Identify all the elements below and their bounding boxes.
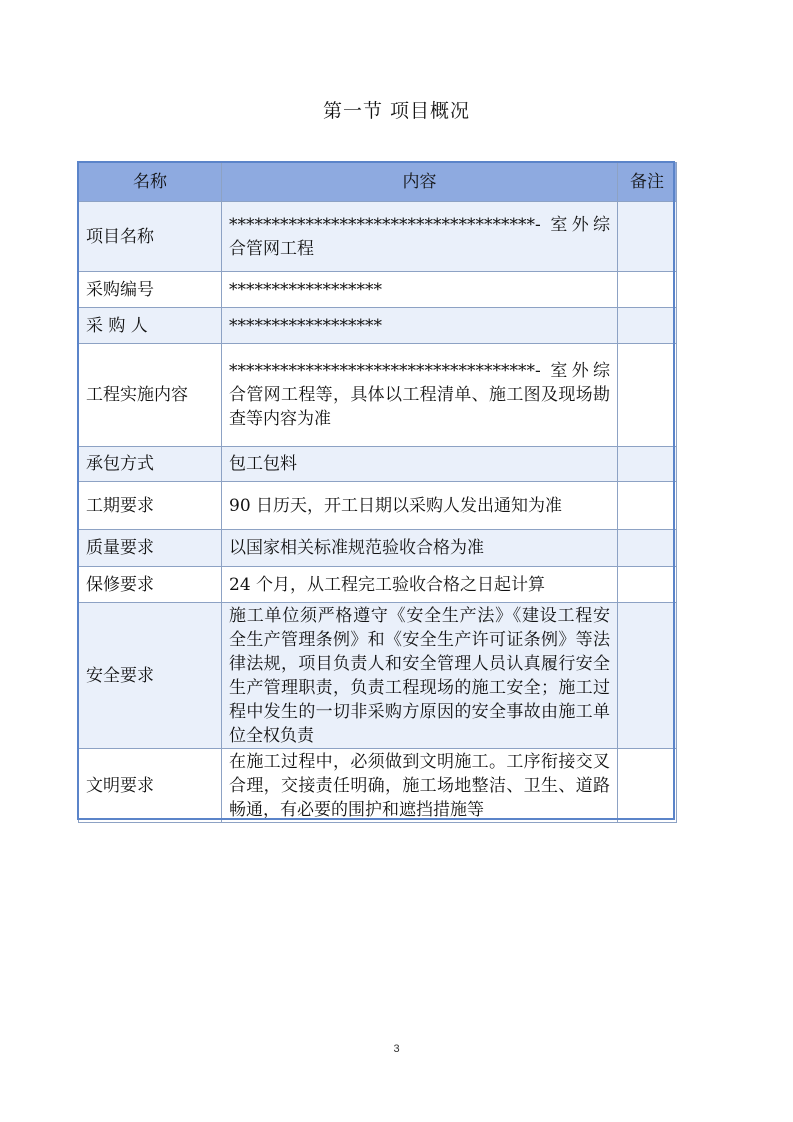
row-name: 采 购 人 — [79, 308, 222, 344]
row-name: 承包方式 — [79, 447, 222, 482]
table-row — [79, 603, 677, 749]
row-name: 工程实施内容 — [79, 344, 222, 447]
row-note — [618, 749, 677, 823]
row-content: 在施工过程中，必须做到文明施工。工序衔接交叉合理，交接责任明确，施工场地整洁、卫生、道路畅通，有必要的围护和遮挡措施等 — [222, 749, 618, 823]
row-name: 文明要求 — [79, 749, 222, 823]
table-row — [79, 567, 677, 603]
row-content: 以国家相关标准规范验收合格为准 — [222, 530, 618, 567]
row-content: 90 日历天，开工日期以采购人发出通知为准 — [222, 482, 618, 530]
row-content: 24 个月，从工程完工验收合格之日起计算 — [222, 567, 618, 603]
row-note — [618, 308, 677, 344]
section-title: 第一节 项目概况 — [322, 100, 471, 122]
row-content: ****************** — [222, 308, 618, 344]
table-row — [79, 482, 677, 530]
row-content: ************************************- 室外综合管网工程等，具体以工程清单、施工图及现场勘查等内容为准 — [222, 344, 618, 447]
header-content: 内容 — [222, 163, 618, 202]
page-number: 3 — [393, 1043, 400, 1055]
row-content: 施工单位须严格遵守《安全生产法》《建设工程安全生产管理条例》和《安全生产许可证条例》等法律法规，项目负责人和安全管理人员认真履行安全生产管理职责，负责工程现场的施工安全；施工过程中发生的一切非采购方原因的安全事故由施工单位全权负责 — [222, 603, 618, 749]
header-name: 名称 — [79, 163, 222, 202]
table-row — [79, 447, 677, 482]
row-note — [618, 344, 677, 447]
row-name: 安全要求 — [79, 603, 222, 749]
row-name: 质量要求 — [79, 530, 222, 567]
row-note — [618, 202, 677, 272]
table-row — [79, 749, 677, 823]
row-content: 包工包料 — [222, 447, 618, 482]
table-row — [79, 202, 677, 272]
table-row — [79, 272, 677, 308]
table-row — [79, 530, 677, 567]
row-note — [618, 447, 677, 482]
row-note — [618, 482, 677, 530]
row-name: 项目名称 — [79, 202, 222, 272]
header-note: 备注 — [618, 163, 677, 202]
row-note — [618, 603, 677, 749]
row-note — [618, 567, 677, 603]
row-note — [618, 530, 677, 567]
row-content: ************************************- 室外综合管网工程 — [222, 202, 618, 272]
table-header-row — [79, 163, 677, 202]
row-name: 工期要求 — [79, 482, 222, 530]
row-content: ****************** — [222, 272, 618, 308]
project-overview-table — [78, 162, 677, 823]
row-name: 采购编号 — [79, 272, 222, 308]
row-note — [618, 272, 677, 308]
row-name: 保修要求 — [79, 567, 222, 603]
table-row — [79, 344, 677, 447]
table-row — [79, 308, 677, 344]
